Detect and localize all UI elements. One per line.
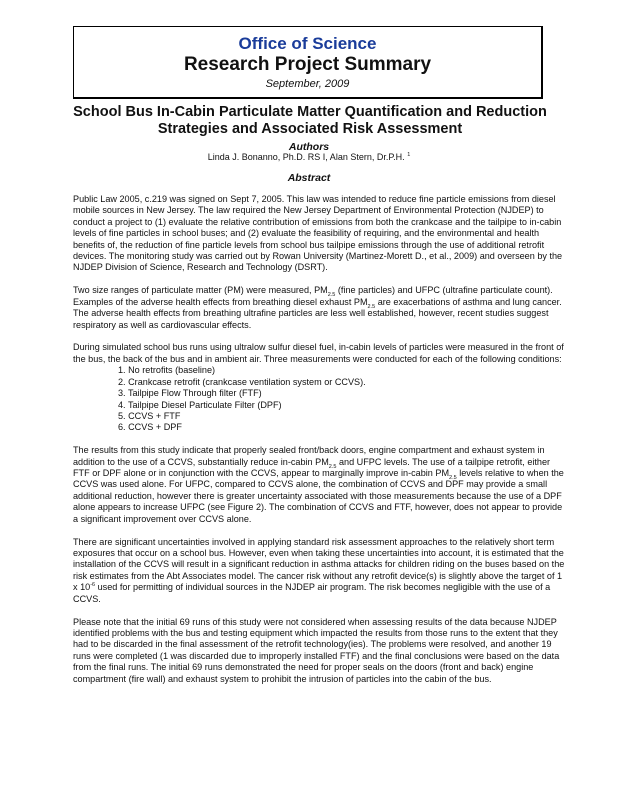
authors-names-text: Linda J. Bonanno, Ph.D. RS I, Alan Stern, Dr.P.H.	[207, 152, 405, 162]
publication-date: September, 2009	[265, 78, 350, 90]
summary-title: Research Project Summary	[183, 54, 432, 75]
document-title	[60, 104, 560, 138]
exponent-superscript: -6	[90, 582, 96, 589]
list-item: 5. CCVS + FTF	[118, 410, 181, 421]
authors-names	[0, 152, 618, 163]
paragraph-5	[73, 537, 568, 605]
paragraph-2-b: (fine particles) and UFPC (ultrafine particulate count). Examples of the adverse health effects from breathing diesel exhaust PM	[73, 285, 553, 307]
pm25-subscript: 2.5	[327, 292, 336, 299]
paragraph-2	[73, 285, 568, 331]
paragraph-4-b: and UFPC levels. The use of a tailpipe retrofit, either FTF or DPF alone or in conjunction with the CCVS, appear to marginally improve in-cabin PM	[73, 456, 551, 479]
authors-superscript: 1	[407, 152, 411, 158]
paragraph-2-c: are exacerbations of asthma and lung cancer. The adverse health effects from breathing ultrafine particles are less well established, however, recent studies suggest respiratory as well as cardiovascular effects.	[73, 296, 562, 330]
authors-heading: Authors	[288, 141, 330, 153]
paragraph-5-a: There are significant uncertainties involved in applying standard risk assessment approaches to the relatively short term exposures that occur on a school bus. However, even when taking these uncertainties into account, it is estimated that the installation of the CCVS will result in a significant reduction in asthma attacks for children riding on the buses based on the risk estimates from the Abt Associates model. The cancer risk without any retrofit device(s) is slightly above the target of 1 x 10	[73, 536, 565, 593]
paragraph-3: During simulated school bus runs using ultralow sulfur diesel fuel, in-cabin levels of particles were measured in the front of the bus, the back of the bus and in ambient air. Three measurements were conducted for each of the following conditions:	[73, 342, 564, 364]
pm25-subscript: 2.5	[367, 303, 376, 310]
office-title: Office of Science	[238, 34, 377, 53]
document-title-line-2: Strategies and Associated Risk Assessment	[157, 121, 463, 137]
paragraph-6: Please note that the initial 69 runs of this study were not considered when assessing results of the data because NJDEP identified problems with the bus and testing equipment which impacted the results from those runs to the extent that they had to be discarded in the final assessment of the retrofit technology(ies). The problems were resolved, and another 19 runs were completed (1 was discarded due to improperly installed FTF) and the final conclusions were based on the data from the final runs. The initial 69 runs demonstrated the need for proper seals on the doors (front and back) engine compartment (fire wall) and exhaust system to prohibit the intrusion of particles into the cabin of the bus.	[73, 616, 560, 684]
list-item: 1. No retrofits (baseline)	[118, 365, 216, 376]
conditions-list	[73, 365, 568, 433]
list-item: 3. Tailpipe Flow Through filter (FTF)	[118, 388, 262, 399]
list-item: 2. Crankcase retrofit (crankcase ventilation system or CCVS).	[118, 376, 366, 387]
list-item: 4. Tailpipe Diesel Particulate Filter (DPF)	[118, 399, 282, 410]
paragraph-1: Public Law 2005, c.219 was signed on Sept 7, 2005. This law was intended to reduce fine particle emissions from diesel mobile sources in New Jersey. The law required the New Jersey Department of Environmental Protection (NJDEP) to conduct a project to (1) evaluate the relative contribution of emissions from both the crankcase and the tailpipe to in-cabin levels of fine particles in school buses; and (2) evaluate the feasibility of requiring, and the environmental and health benefits of, the reduction of fine particle levels from school bus tailpipe emissions through the use of additional retrofit devices. The monitoring study was carried out by Rowan University (Martinez-Morett D., et al., 2009) and overseen by the NJDEP Division of Science, Research and Technology (DSRT).	[73, 194, 563, 273]
paragraph-4-a: The results from this study indicate that properly sealed front/back doors, engine compartment and exhaust system in addition to the use of a CCVS, substantially reduce in-cabin PM	[73, 445, 545, 467]
paragraph-4	[73, 445, 568, 525]
pm25-subscript: 2.5	[449, 474, 457, 481]
abstract-body	[73, 194, 568, 696]
header-box	[73, 26, 543, 99]
paragraph-4-c: levels relative to when the CCVS was used alone. For UFPC, compared to CCVS alone, the combination of CCVS and DPF may provide a small additional reduction, however there is greater uncertainty associated with those measurements because the use of a DPF alone appears to increase UFPC (see Figure 2). The combination of CCVS and FTF, however, does not appear to provide a significant improvement over CCVS alone.	[73, 468, 564, 524]
abstract-heading: Abstract	[287, 172, 331, 184]
document-title-line-1: School Bus In-Cabin Particulate Matter Quantification and Reduction	[73, 104, 547, 120]
pm25-subscript: 2.5	[328, 463, 337, 470]
paragraph-2-a: Two size ranges of particulate matter (PM) were measured, PM	[73, 285, 328, 296]
list-item: 6. CCVS + DPF	[118, 422, 182, 433]
paragraph-5-b: used for permitting of individual sources in the NJDEP air program. The risk becomes negligible with the use of a CCVS.	[73, 582, 551, 604]
